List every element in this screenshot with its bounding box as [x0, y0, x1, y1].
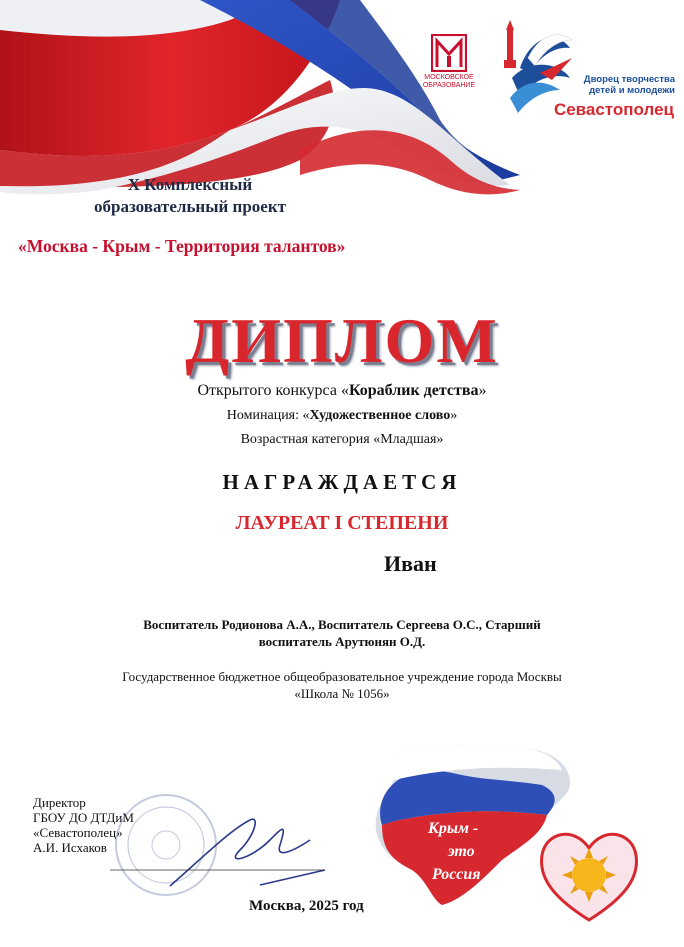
nomination-suffix: »	[450, 408, 458, 423]
director-org1: ГБОУ ДО ДТДиМ	[33, 810, 134, 825]
moscow-education-logo	[418, 34, 480, 90]
stamp-seal-icon	[116, 795, 216, 895]
crimea-badge-line3: Россия	[432, 866, 481, 883]
institution-line1: Государственное бюджетное общеобразовательное учреждение города Москвы	[122, 669, 562, 684]
educators-line1: Воспитатель Родионова А.А., Воспитатель Сергеева О.С., Старший	[143, 617, 541, 632]
heart-sun-icon	[534, 820, 644, 930]
contest-prefix: Открытого конкурса «	[197, 382, 349, 399]
crimea-badge-line2: это	[448, 843, 475, 860]
nomination-prefix: Номинация: «	[226, 408, 310, 423]
director-title: Директор	[33, 795, 86, 810]
director-org2: «Севастополец»	[33, 825, 123, 840]
institution	[70, 668, 614, 702]
director-name: А.И. Исхаков	[33, 840, 107, 855]
laureate-degree: ЛАУРЕАТ I СТЕПЕНИ	[235, 512, 449, 534]
stamp-and-signature	[110, 790, 340, 900]
awarded-heading: НАГРАЖДАЕТСЯ	[222, 470, 462, 494]
project-title	[20, 174, 360, 218]
sevastopolets-caption: Дворец творчества детей и молодежи	[583, 74, 675, 96]
diploma-title: ДИПЛОМ	[185, 305, 499, 376]
moscow-education-emblem-icon	[431, 34, 467, 72]
sevastopolets-name: Севастополец	[553, 100, 674, 119]
recipient-name: Иван	[384, 551, 437, 576]
institution-line2: «Школа № 1056»	[294, 686, 390, 701]
age-category: Возрастная категория «Младшая»	[240, 432, 444, 447]
place-and-date: Москва, 2025 год	[249, 898, 364, 914]
educators-line2: воспитатель Арутюнян О.Д.	[258, 634, 426, 649]
contest-line	[0, 382, 684, 400]
moscow-education-label: МОСКОВСКОЕ ОБРАЗОВАНИЕ	[422, 74, 476, 89]
contest-suffix: »	[478, 382, 487, 399]
project-name: «Москва - Крым - Территория талантов»	[18, 236, 346, 256]
project-title-line2: образовательный проект	[94, 197, 286, 216]
signature-mark	[170, 819, 325, 886]
crimea-badge-line1: Крым -	[428, 820, 479, 837]
contest-name: Кораблик детства	[348, 382, 479, 399]
project-title-line1: X Комплексный	[127, 175, 253, 194]
nomination-name: Художественное слово	[309, 408, 451, 423]
nomination-line	[0, 408, 684, 424]
educators	[100, 616, 584, 650]
